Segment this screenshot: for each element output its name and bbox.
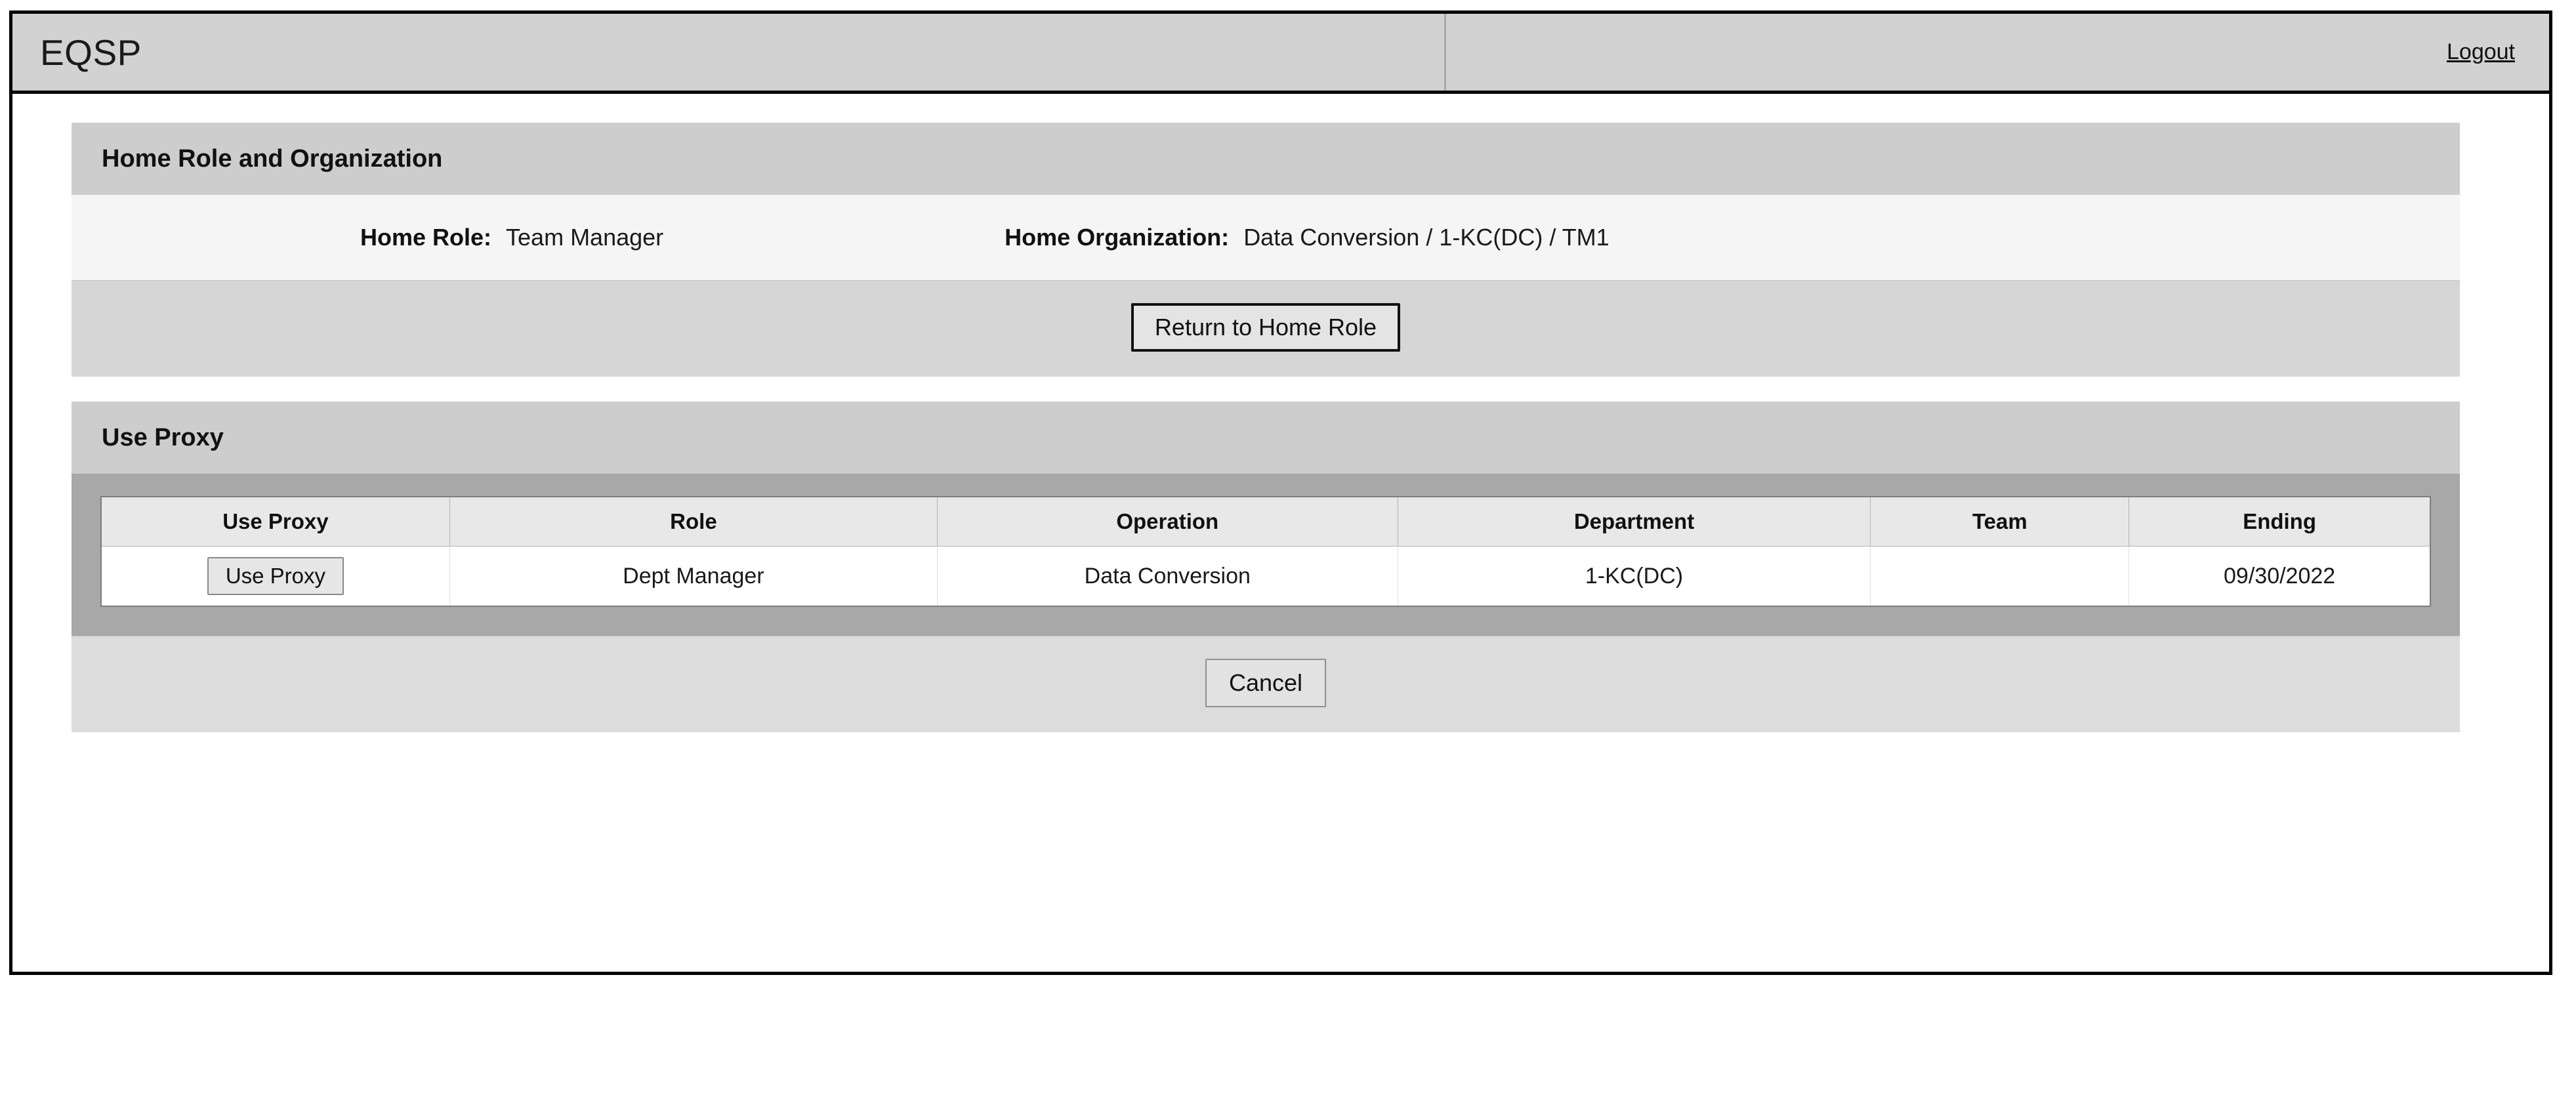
return-to-home-role-button[interactable]: Return to Home Role <box>1131 303 1400 352</box>
use-proxy-panel <box>72 402 2460 732</box>
column-header-department: Department <box>1398 497 1871 547</box>
home-role-panel-title: Home Role and Organization <box>72 123 2460 195</box>
use-proxy-table <box>100 496 2431 607</box>
logout-link[interactable]: Logout <box>2447 39 2515 64</box>
top-bar-left-section <box>12 14 1446 91</box>
column-header-operation: Operation <box>937 497 1398 547</box>
cell-use-proxy-action <box>101 547 449 607</box>
application-window <box>9 10 2552 975</box>
cell-department: 1-KC(DC) <box>1398 547 1871 607</box>
home-organization-value: Data Conversion / 1-KC(DC) / TM1 <box>1243 224 1610 251</box>
column-header-use-proxy: Use Proxy <box>101 497 449 547</box>
cell-ending: 09/30/2022 <box>2129 547 2430 607</box>
home-role-field <box>360 224 663 251</box>
use-proxy-panel-footer <box>72 636 2460 732</box>
use-proxy-table-body <box>101 547 2430 607</box>
column-header-team: Team <box>1871 497 2129 547</box>
home-role-label: Home Role: <box>360 224 492 251</box>
use-proxy-table-head <box>101 497 2430 547</box>
column-header-role: Role <box>449 497 937 547</box>
home-role-panel-footer <box>72 280 2460 377</box>
page-content <box>12 94 2549 732</box>
app-brand-title: EQSP <box>40 31 142 73</box>
home-role-value: Team Manager <box>506 224 664 251</box>
cell-team <box>1871 547 2129 607</box>
cell-role: Dept Manager <box>449 547 937 607</box>
home-role-panel <box>72 123 2460 377</box>
home-organization-field <box>1005 224 1610 251</box>
use-proxy-button[interactable]: Use Proxy <box>207 557 344 595</box>
use-proxy-panel-title: Use Proxy <box>72 402 2460 474</box>
top-bar <box>12 14 2549 94</box>
table-row <box>101 547 2430 607</box>
table-header-row <box>101 497 2430 547</box>
column-header-ending: Ending <box>2129 497 2430 547</box>
use-proxy-table-container <box>72 474 2460 636</box>
cell-operation: Data Conversion <box>937 547 1398 607</box>
cancel-button[interactable]: Cancel <box>1205 659 1326 707</box>
home-organization-label: Home Organization: <box>1005 224 1230 251</box>
top-bar-right-section <box>1446 14 2549 91</box>
home-role-panel-body <box>72 195 2460 280</box>
